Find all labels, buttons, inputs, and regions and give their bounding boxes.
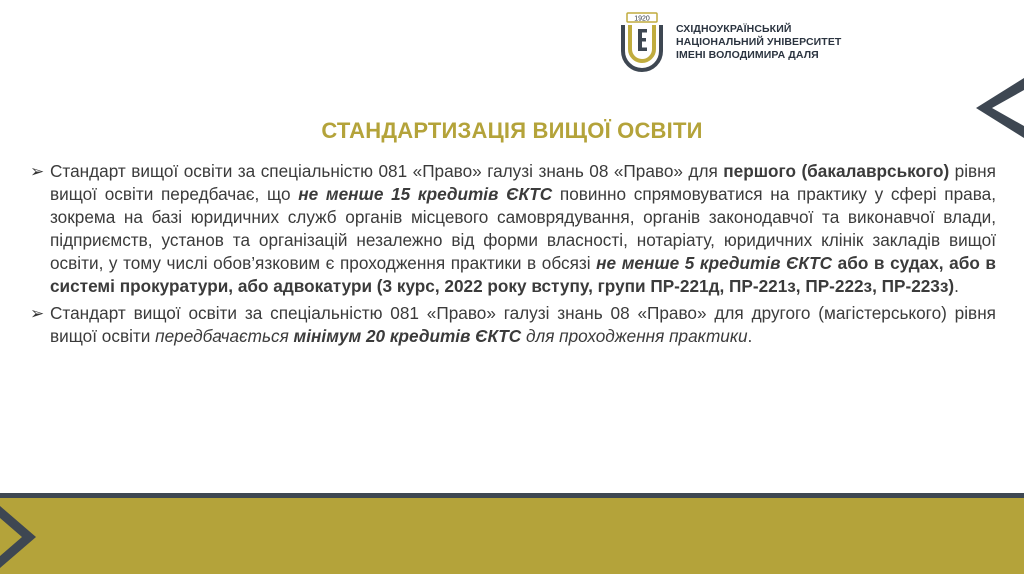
paragraph-bachelor xyxy=(30,160,996,298)
university-emblem-icon xyxy=(618,11,666,73)
arrow-bullet-icon: ➢ xyxy=(30,162,45,181)
p1-bold-level: першого (бакалаврського) xyxy=(723,161,950,181)
slide-content xyxy=(30,160,996,352)
university-name-line-3: ІМЕНІ ВОЛОДИМИРА ДАЛЯ xyxy=(676,48,819,61)
p1-credits-15: не менше 15 кредитів ЄКТС xyxy=(298,184,553,204)
paragraph-master xyxy=(30,302,996,348)
footer-band xyxy=(0,493,1024,574)
p1-text-2: рівня вищої освіти передбачає, що xyxy=(50,161,996,204)
p1-bold-courts: або в судах, або в системі прокуратури, або адвокатури (3 курс, 2022 року вступу, групи ПР-221д, ПР-221з, ПР-222з, ПР-223з) xyxy=(50,253,996,296)
arrow-bullet-icon: ➢ xyxy=(30,304,45,323)
university-name-line-2: НАЦІОНАЛЬНИЙ УНІВЕРСИТЕТ xyxy=(676,35,842,48)
p1-text-3: повинно спрямовуватися на практику у сфері права, зокрема на базі юридичних служб органів місцевого самоврядування, органів законодавчої та виконавчої влади, підприємств, установ та організацій незалежно від форми власності, нотаріату, юридичних клінік закладів вищої освіти, у тому числі обов’язковим є проходження практики в обсязі xyxy=(50,184,996,273)
p2-credits-20: мінімум 20 кредитів ЄКТС xyxy=(293,326,522,346)
p2-italic-2: для проходження практики xyxy=(526,326,748,346)
p2-italic-1: передбачається xyxy=(155,326,289,346)
p2-text-4: . xyxy=(747,326,753,346)
university-name-line-1: СХІДНОУКРАЇНСЬКИЙ xyxy=(676,22,792,35)
logo-year: 1920 xyxy=(634,15,650,23)
university-name xyxy=(676,23,841,62)
slide-title: СТАНДАРТИЗАЦІЯ ВИЩОЇ ОСВІТИ xyxy=(321,118,703,143)
footer-chevron-decoration-icon xyxy=(0,506,36,568)
p1-text-4: . xyxy=(954,276,959,296)
p2-text-1: Стандарт вищої освіти за спеціальністю 081 «Право» галузі знань 08 «Право» для другого (магістерського) рівня вищої освіти xyxy=(50,303,996,346)
p1-credits-5: не менше 5 кредитів ЄКТС xyxy=(596,253,833,273)
university-logo xyxy=(618,10,878,74)
p1-text-1: Стандарт вищої освіти за спеціальністю 081 «Право» галузі знань 08 «Право» для xyxy=(50,161,724,181)
